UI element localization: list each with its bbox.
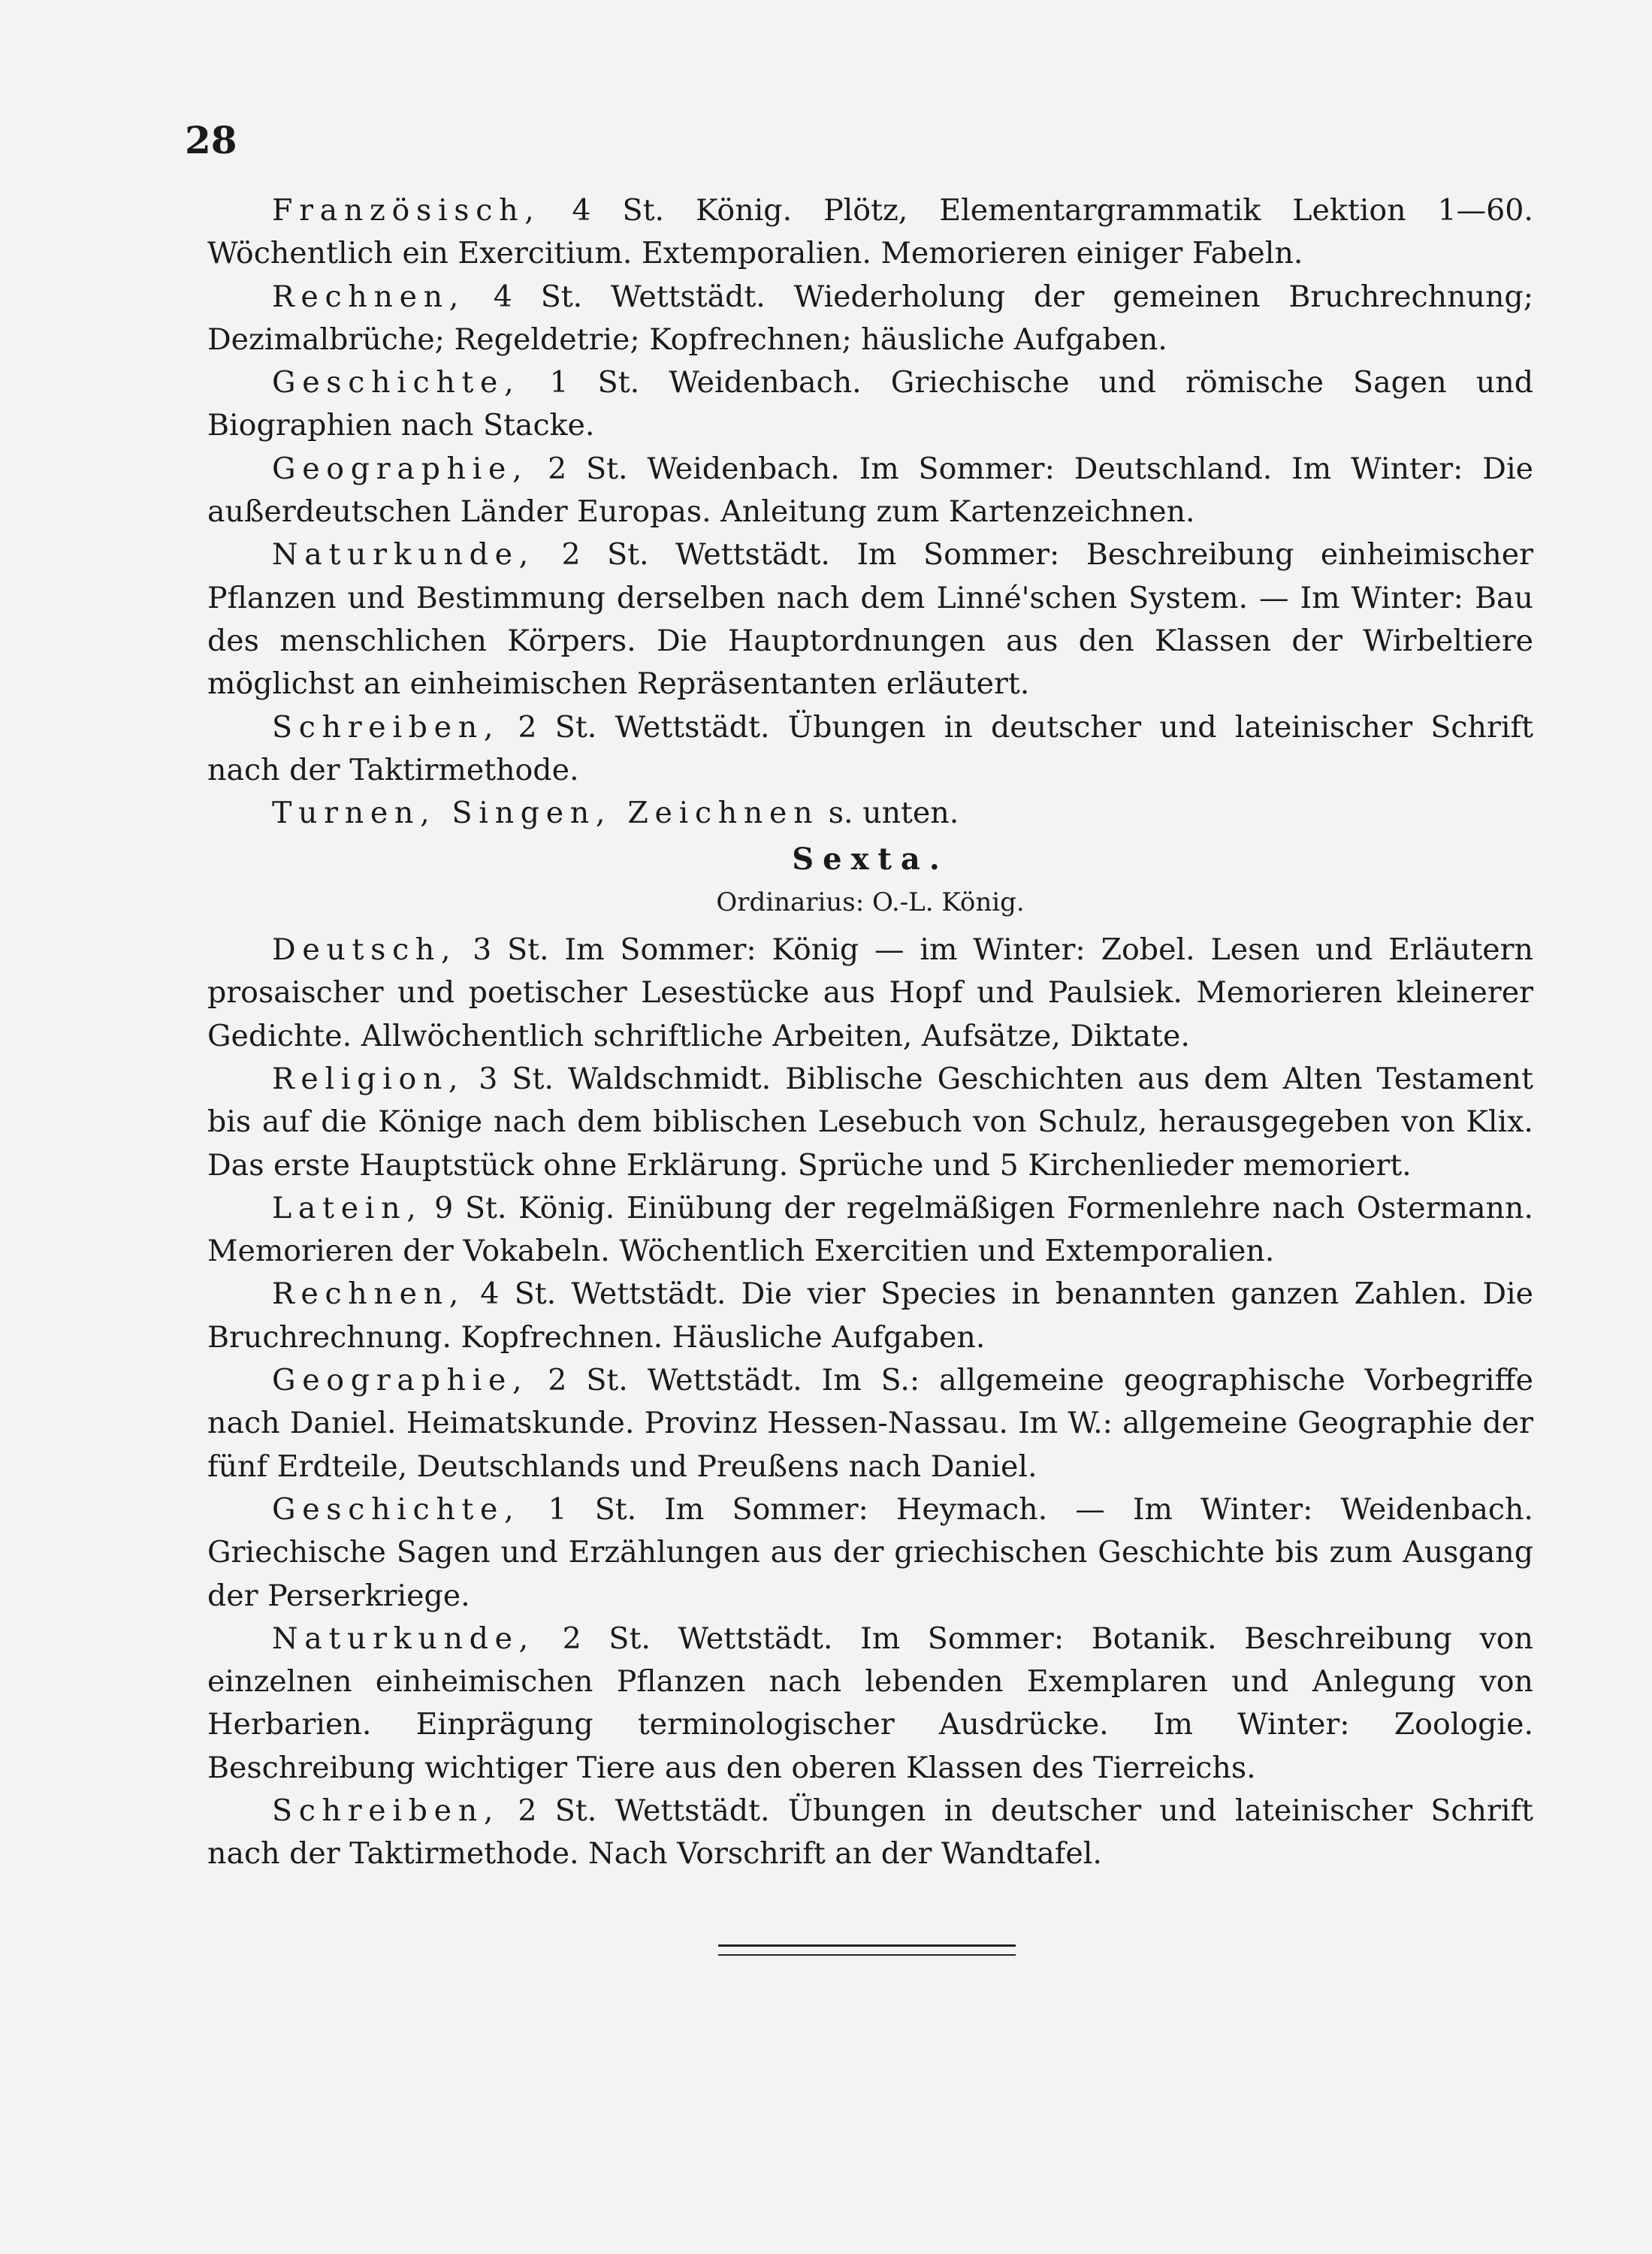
paragraph-text: 4 St. König. Plötz, Elementargrammatik Lektion 1—60. Wöchentlich ein Exercitium. Extemporalien. Memorieren einiger Fabeln. [207, 193, 1533, 271]
paragraph-turnen [207, 792, 1533, 835]
page-body [207, 189, 1533, 1876]
paragraph-geschichte [207, 361, 1533, 448]
subject-label: Naturkunde, [272, 537, 535, 573]
paragraph-text: 3 St. Im Sommer: König — im Winter: Zobel. Lesen und Erläutern prosaischer und poetischer Lesestücke aus Hopf und Paulsiek. Memorieren kleinerer Gedichte. Allwöchentlich schriftliche Arbeiten, Aufsätze, Diktate. [207, 932, 1533, 1053]
paragraph-latein [207, 1187, 1533, 1274]
paragraph-geographie-sexta [207, 1359, 1533, 1488]
paragraph-naturkunde-sexta [207, 1618, 1533, 1790]
paragraph-text: 4 St. Wettstädt. Wiederholung der gemeinen Bruchrechnung; Dezimalbrüche; Regeldetrie; Kopfrechnen; häusliche Aufgaben. [207, 279, 1533, 357]
subject-label: Geographie, [272, 451, 529, 486]
paragraph-rechnen [207, 276, 1533, 362]
paragraph-rechnen-sexta [207, 1273, 1533, 1359]
paragraph-schreiben [207, 706, 1533, 793]
section-heading: Sexta. [792, 841, 949, 878]
subject-label: Religion, [272, 1061, 465, 1096]
paragraph-text: 2 St. Wettstädt. Im Sommer: Botanik. Beschreibung von einzelnen einheimischen Pflanzen nach lebenden Exemplaren und Anlegung von Herbarien. Einprägung terminologischer Ausdrücke. Im Winter: Zoologie. Beschreibung wichtiger Tiere aus den oberen Klassen des Tierreichs. [207, 1621, 1533, 1785]
subject-label: Schreiben, [272, 1793, 500, 1828]
paragraph-text: 2 St. Wettstädt. Im Sommer: Beschreibung einheimischer Pflanzen und Bestimmung derselben nach dem Linné'schen System. — Im Winter: Bau des menschlichen Körpers. Die Hauptordnungen aus den Klassen der Wirbeltiere möglichst an einheimischen Repräsentanten erläutert. [207, 537, 1533, 702]
end-rule-divider [718, 1944, 1016, 1956]
subject-label: Französisch, [272, 193, 541, 228]
subject-label: Latein, [272, 1190, 423, 1225]
paragraph-text: 4 St. Wettstädt. Die vier Species in benannten ganzen Zahlen. Die Bruchrechnung. Kopfrechnen. Häusliche Aufgaben. [207, 1277, 1533, 1355]
paragraph-text: 3 St. Waldschmidt. Biblische Geschichten aus dem Alten Testament bis auf die Könige nach dem biblischen Lesebuch von Schulz, herausgegeben von Klix. Das erste Hauptstück ohne Erklärung. Sprüche und 5 Kirchenlieder memoriert. [207, 1061, 1533, 1183]
subject-label: Turnen, Singen, Zeichnen [272, 796, 820, 831]
paragraph-text: s. unten. [819, 796, 959, 831]
subject-label: Schreiben, [272, 709, 500, 745]
paragraph-geschichte-sexta [207, 1488, 1533, 1618]
paragraph-naturkunde [207, 533, 1533, 706]
paragraph-text: 2 St. Wettstädt. Im S.: allgemeine geographische Vorbegriffe nach Daniel. Heimatskunde. Provinz Hessen-Nassau. Im W.: allgemeine Geographie der fünf Erdteile, Deutschlands und Preußens nach Daniel. [207, 1363, 1533, 1484]
subject-label: Geographie, [272, 1363, 529, 1398]
paragraph-text: 2 St. Weidenbach. Im Sommer: Deutschland. Im Winter: Die außerdeutschen Länder Europas. Anleitung zum Kartenzeichnen. [207, 451, 1533, 530]
paragraph-text: 1 St. Im Sommer: Heymach. — Im Winter: Weidenbach. Griechische Sagen und Erzählungen aus der griechischen Geschichte bis zum Ausgang der Perserkriege. [207, 1491, 1533, 1613]
paragraph-text: 9 St. König. Einübung der regelmäßigen Formenlehre nach Ostermann. Memorieren der Vokabeln. Wöchentlich Exercitien und Extemporalien. [207, 1190, 1533, 1269]
subject-label: Rechnen, [272, 279, 466, 314]
paragraph-franzoesisch [207, 189, 1533, 276]
paragraph-religion [207, 1058, 1533, 1187]
paragraph-text: 1 St. Weidenbach. Griechische und römische Sagen und Biographien nach Stacke. [207, 365, 1533, 443]
paragraph-text: 2 St. Wettstädt. Übungen in deutscher und lateinischer Schrift nach der Taktirmethode. [207, 709, 1533, 787]
paragraph-text: 2 St. Wettstädt. Übungen in deutscher und lateinischer Schrift nach der Taktirmethode. Nach Vorschrift an der Wandtafel. [207, 1793, 1533, 1872]
paragraph-deutsch [207, 929, 1533, 1058]
subject-label: Geschichte, [272, 1491, 521, 1527]
paragraph-geographie [207, 448, 1533, 534]
subject-label: Deutsch, [272, 932, 458, 968]
subject-label: Naturkunde, [272, 1621, 535, 1656]
page-number: 28 [185, 118, 237, 162]
section-ordinarius: Ordinarius: O.-L. König. [716, 887, 1025, 917]
subject-label: Rechnen, [272, 1277, 466, 1312]
subject-label: Geschichte, [272, 365, 521, 400]
paragraph-schreiben-sexta [207, 1790, 1533, 1876]
